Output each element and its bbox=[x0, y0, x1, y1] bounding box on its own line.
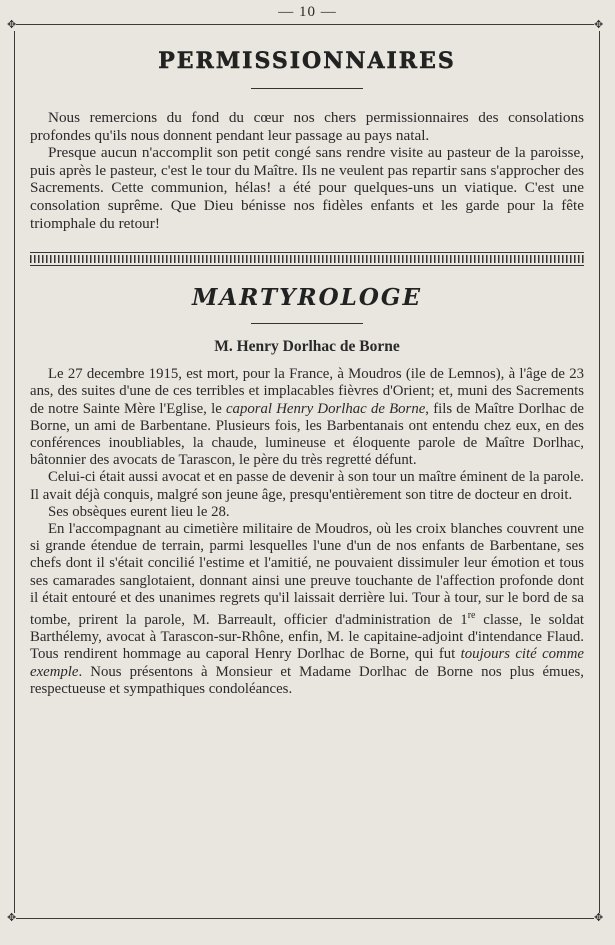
page-content bbox=[30, 40, 584, 698]
title-rule bbox=[251, 88, 363, 89]
paragraph: En l'accompagnant au cimetière militaire de Moudros, où les croix blanches couvrent une si grande étendue de terrain, parmi lesquelles l'une d'un de nos enfants de Barbentane, ses chefs dont il s'était concilié l'estime et l'amitié, ne pouvaient dissimuler leur émotion et tous ses camarades sanglotaient, donnant ainsi une preuve touchante de l'affection profonde dont il était entouré et des unanimes regrets qu'il laissait derrière lui. Tour à tour, sur le bord de sa tombe, prirent la parole, M. Barreault, officier d'administration de 1re classe, le soldat Barthélemy, avocat à Tarascon-sur-Rhône, enfin, M. le capitaine-adjoint d'intendance Flaud. Tous rendirent hommage au caporal Henry Dorlhac de Borne, qui fut toujours cité comme exemple. Nous présentons à Monsieur et Madame Dorlhac de Borne nos plus émues, respectueuse et sympathiques condoléances. bbox=[30, 520, 584, 697]
corner-ornament-icon: ✥ bbox=[7, 912, 17, 924]
page-number: — 10 — bbox=[278, 4, 337, 20]
paragraph: Le 27 decembre 1915, est mort, pour la France, à Moudros (ile de Lemnos), à l'âge de 23 ans, des suites d'une de ces terribles et implacables fièvres d'Orient; et, muni des Sacrements de notre Sainte Mère l'Eglise, le caporal Henry Dorlhac de Borne, fils de Maître Dorlhac de Borne, un ami de Barbentane. Plusieurs fois, les Barbentanais ont entendu chez eux, en des conférences inoubliables, la chaude, lumineuse et éloquente parole de Maître Dorlhac, bâtonnier des avocats de Tarascon, le père du très regretté défunt. bbox=[30, 366, 584, 469]
obituary-name-heading: M. Henry Dorlhac de Borne bbox=[214, 338, 400, 356]
section-title-permissionnaires: PERMISSIONNAIRES bbox=[158, 48, 456, 74]
title-rule bbox=[251, 323, 363, 324]
paragraph: Presque aucun n'accomplit son petit congé sans rendre visite au pasteur de la paroisse, puis après le pasteur, c'est le tour du Maître. Ils ne veulent pas repartir sans s'approcher des Sacrements. Cette communion, hélas! a été pour quelques-uns un viatique. C'est une consolation suprême. Que Dieu bénisse nos fidèles enfants et les garde pour la fête triomphale du retour! bbox=[30, 144, 584, 232]
paragraph: Ses obsèques eurent lieu le 28. bbox=[48, 503, 230, 520]
paragraph: Nous remercions du fond du cœur nos chers permissionnaires des consolations profondes qu'ils nous donnent pendant leur passage au pays natal. bbox=[30, 109, 584, 144]
paragraph: Celui-ci était aussi avocat et en passe de devenir à son tour un maître éminent de la parole. Il avait déjà conquis, malgré son jeune âge, presqu'entièrement son titre de docteur en droit. bbox=[30, 469, 584, 503]
corner-ornament-icon: ✥ bbox=[594, 912, 604, 924]
corner-ornament-icon: ✥ bbox=[594, 19, 604, 31]
corner-ornament-icon: ✥ bbox=[7, 19, 17, 31]
section-divider bbox=[30, 252, 584, 266]
section-title-martyrologe: MARTYROLOGE bbox=[191, 284, 423, 312]
